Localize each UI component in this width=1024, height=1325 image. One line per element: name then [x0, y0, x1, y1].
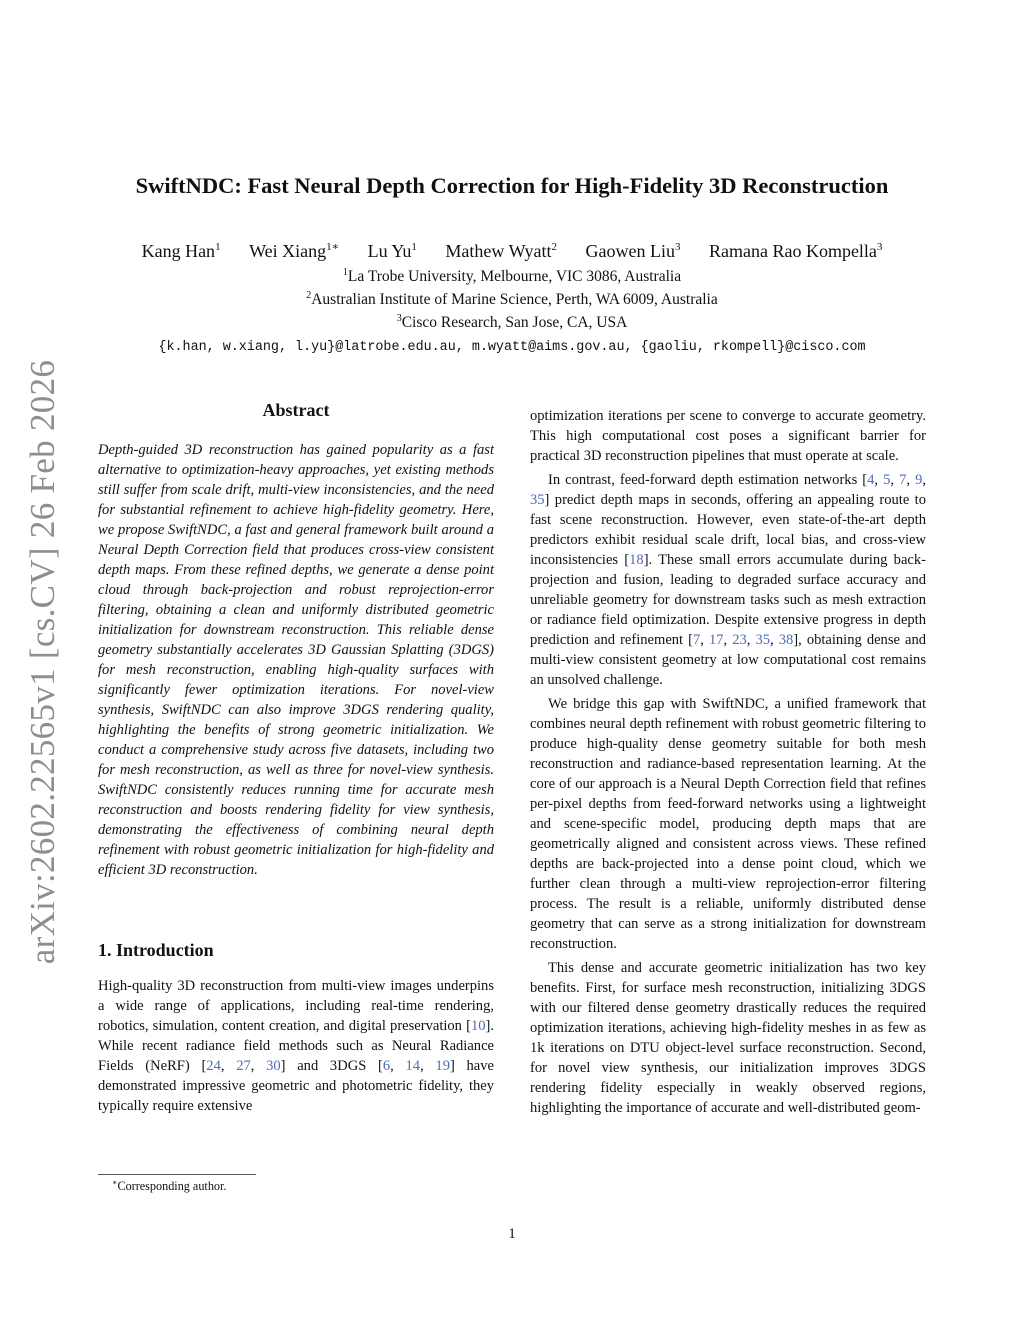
- arxiv-stamp: arXiv:2602.22565v1 [cs.CV] 26 Feb 2026: [23, 359, 62, 965]
- citation-link[interactable]: 4: [867, 472, 875, 488]
- author: Mathew Wyatt$^2$: [445, 241, 557, 261]
- intro-paragraph: This dense and accurate geometric initialization has two key benefits. First, for surface mesh reconstruction, initializing 3DGS with our filtered dense geometry drastically reduces the required optimization iterations, achieving high-fidelity meshes in as few as 1k iterations on DTU object-level surface reconstruction. Second, for novel view synthesis, our initialization improves 3DGS rendering fidelity especially in weakly observed regions, highlighting the importance of accurate and well-distributed geom-: [530, 960, 926, 1116]
- citation-link[interactable]: 27: [236, 1058, 251, 1074]
- citation-link[interactable]: 17: [708, 632, 724, 648]
- author: Lu Yu$^1$: [367, 241, 417, 261]
- citation-link[interactable]: 7: [899, 472, 907, 488]
- citation-link[interactable]: 7: [693, 632, 701, 648]
- citation-link[interactable]: 19: [435, 1058, 450, 1074]
- citation-link[interactable]: 6: [382, 1058, 391, 1074]
- citation-link[interactable]: 24: [206, 1058, 221, 1074]
- citation-link[interactable]: 9: [915, 472, 923, 488]
- affiliation: $^3$Cisco Research, San Jose, CA, USA: [396, 313, 628, 332]
- paper-title: SwiftNDC: Fast Neural Depth Correction for High-Fidelity 3D Reconstruction: [135, 173, 889, 198]
- intro-paragraph: High-quality 3D reconstruction from multi-view images underpins a wide range of applications, including real-time rendering, robotics, simulation, content creation, and digital preservation [10]. While recent radiance field methods such as Neural Radiance Fields (NeRF) [24, 27, 30] and 3DGS [6, 14, 19] have demonstrated impressive geometric and photometric fidelity, they typically require extensive: [98, 978, 494, 1114]
- citation-link[interactable]: 35: [755, 632, 771, 648]
- author: Wei Xiang$^{1∗}$: [249, 241, 340, 261]
- affiliation: $^1$La Trobe University, Melbourne, VIC 3086, Australia: [342, 267, 682, 286]
- intro-paragraph: optimization iterations per scene to converge to accurate geometry. This high computational cost poses a significant barrier for practical 3D reconstruction pipelines that must operate at scale.: [530, 408, 926, 464]
- citation-link[interactable]: 18: [629, 552, 644, 568]
- right-column: [530, 406, 926, 1118]
- author-list: [0, 240, 1024, 262]
- citation-link[interactable]: 30: [266, 1058, 281, 1074]
- citation-link[interactable]: 10: [470, 1018, 486, 1034]
- abstract-heading: Abstract: [262, 400, 330, 420]
- author: Ramana Rao Kompella$^3$: [708, 241, 883, 261]
- citation-link[interactable]: 38: [778, 632, 794, 648]
- citation-link[interactable]: 23: [732, 632, 747, 648]
- author: Gaowen Liu$^3$: [585, 241, 681, 261]
- page-number: 1: [508, 1226, 516, 1242]
- author: Kang Han$^1$: [141, 241, 221, 261]
- affiliation: $^2$Australian Institute of Marine Science, Perth, WA 6009, Australia: [306, 290, 718, 309]
- abstract-text: Depth-guided 3D reconstruction has gained popularity as a fast alternative to optimization-heavy approaches, yet existing methods still suffer from scale drift, multi-view inconsistencies, and the need for substantial refinement to achieve high-fidelity geometry. Here, we propose SwiftNDC, a fast and general framework built around a Neural Depth Correction field that produces cross-view consistent depth maps. From these refined depths, we generate a dense point cloud through back-projection and robust reprojection-error filtering, obtaining a clean and uniformly distributed geometric initialization for downstream reconstruction. This reliable dense geometry substantially accelerates 3D Gaussian Splatting (3DGS) for mesh reconstruction, enabling high-quality surfaces with significantly fewer optimization iterations. For novel-view synthesis, SwiftNDC can also improve 3DGS rendering quality, highlighting the benefits of strong geometric initialization. We conduct a comprehensive study across five datasets, including two for mesh reconstruction, as well as three for novel-view synthesis. SwiftNDC consistently reduces running time for accurate mesh reconstruction and boosts rendering fidelity for view synthesis, demonstrating the effectiveness of combining neural depth refinement with robust geometric initialization for high-fidelity and efficient 3D reconstruction.: [98, 442, 494, 878]
- citation-link[interactable]: 14: [405, 1058, 421, 1074]
- footnote: ∗Corresponding author.: [112, 1178, 227, 1194]
- left-column: [98, 400, 494, 1116]
- author-emails: {k.han, w.xiang, l.yu}@latrobe.edu.au, m.wyatt@aims.gov.au, {gaoliu, rkompell}@cisco.com: [158, 340, 866, 355]
- introduction-heading: 1. Introduction: [98, 940, 214, 960]
- footnote-divider: [98, 1174, 256, 1175]
- intro-paragraph: We bridge this gap with SwiftNDC, a unified framework that combines neural depth refinement with robust geometric filtering to produce high-quality dense geometry suitable for both mesh reconstruction and radiance-based representation learning. At the core of our approach is a Neural Depth Correction field that refines per-pixel depths from feed-forward networks using a lightweight and scene-specific model, producing depth maps that are geometrically aligned and consistent across views. These refined depths are back-projected into a dense point cloud, which we further clean through a multi-view reprojection-error filtering process. The result is a reliable, uniformly distributed dense geometry that can serve as a strong initialization for downstream reconstruction.: [530, 696, 926, 952]
- intro-paragraph: In contrast, feed-forward depth estimation networks [4, 5, 7, 9, 35] predict depth maps in seconds, offering an appealing route to fast scene reconstruction. However, even state-of-the-art depth predictors exhibit residual scale drift, local bias, and cross-view inconsistencies [18]. These small errors accumulate during back-projection and fusion, leading to degraded surface accuracy and unreliable geometry for downstream tasks such as mesh extraction or radiance field optimization. Despite extensive progress in depth prediction and refinement [7, 17, 23, 35, 38], obtaining dense and multi-view consistent geometry at low computational cost remains an unsolved challenge.: [530, 472, 927, 688]
- citation-link[interactable]: 35: [530, 492, 545, 508]
- citation-link[interactable]: 5: [883, 472, 891, 488]
